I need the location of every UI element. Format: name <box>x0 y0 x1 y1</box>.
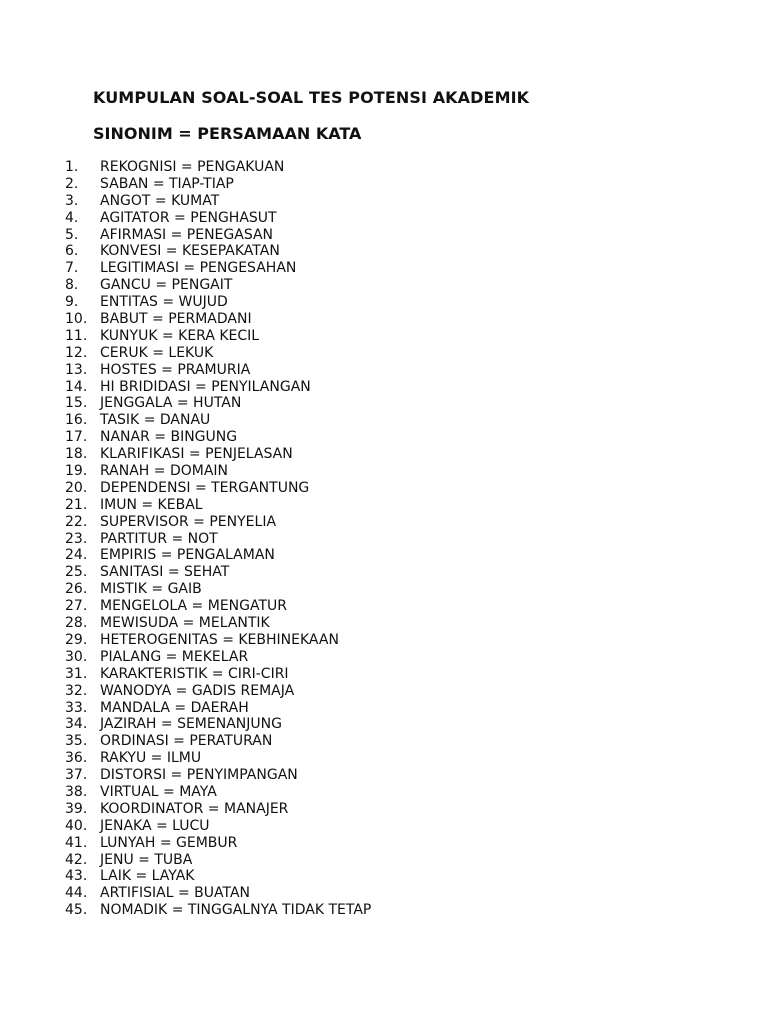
list-item-text: GANCU = PENGAIT <box>100 277 233 294</box>
list-item-text: MENGELOLA = MENGATUR <box>100 598 288 615</box>
list-item-number: 13. <box>65 361 88 378</box>
list-item-text: REKOGNISI = PENGAKUAN <box>100 159 285 175</box>
list-item-text: PARTITUR = NOT <box>100 530 218 547</box>
list-item-number: 41. <box>65 834 88 851</box>
list-item-number: 40. <box>65 817 88 834</box>
list-item-number: 25. <box>65 564 88 581</box>
list-item-text: SUPERVISOR = PENYELIA <box>100 513 277 530</box>
list-item-number: 45. <box>65 902 88 919</box>
list-item-text: CERUK = LEKUK <box>100 344 214 361</box>
list-item-number: 34. <box>65 716 88 733</box>
list-item-text: MEWISUDA = MELANTIK <box>100 615 270 632</box>
list-item-text: KUNYUK = KERA KECIL <box>100 327 260 344</box>
list-item-text: JENAKA = LUCU <box>100 817 210 834</box>
list-item-text: ANGOT = KUMAT <box>100 192 220 209</box>
list-item-text: SANITASI = SEHAT <box>100 564 230 581</box>
list-item-text: LEGITIMASI = PENGESAHAN <box>100 260 297 277</box>
list-item-text: MISTIK = GAIB <box>100 581 202 598</box>
list-item-text: WANODYA = GADIS REMAJA <box>100 682 295 699</box>
list-item-text: SABAN = TIAP-TIAP <box>100 175 234 192</box>
list-item-text: DEPENDENSI = TERGANTUNG <box>100 479 310 496</box>
list-item-text: JAZIRAH = SEMENANJUNG <box>100 716 282 733</box>
list-item-number: 11. <box>65 327 88 344</box>
page-title: KUMPULAN SOAL-SOAL TES POTENSI AKADEMIK <box>93 88 530 107</box>
list-item-number: 27. <box>65 598 88 615</box>
list-item-number: 30. <box>65 648 88 665</box>
list-item-text: NOMADIK = TINGGALNYA TIDAK TETAP <box>100 902 372 919</box>
list-item-number: 7. <box>65 260 79 277</box>
list-item-text: NANAR = BINGUNG <box>100 429 238 446</box>
list-item-text: LAIK = LAYAK <box>100 868 195 885</box>
list-item-text: RANAH = DOMAIN <box>100 463 229 480</box>
list-item-number: 5. <box>65 226 79 243</box>
list-item-number: 29. <box>65 631 88 648</box>
list-item-number: 36. <box>65 750 88 767</box>
list-item-number: 33. <box>65 699 88 716</box>
list-item-text: ARTIFISIAL = BUATAN <box>100 885 251 902</box>
list-item-number: 19. <box>65 463 88 480</box>
list-item-number: 9. <box>65 294 79 311</box>
section-heading: SINONIM = PERSAMAAN KATA <box>93 124 362 143</box>
list-item-number: 24. <box>65 547 88 564</box>
list-item-text: PIALANG = MEKELAR <box>100 648 249 665</box>
list-item-number: 18. <box>65 446 88 463</box>
list-item-number: 20. <box>65 479 88 496</box>
list-item-text: JENU = TUBA <box>100 851 193 868</box>
list-item-text: HOSTES = PRAMURIA <box>100 361 251 378</box>
list-item-number: 26. <box>65 581 88 598</box>
list-item-number: 23. <box>65 530 88 547</box>
list-item-text: KARAKTERISTIK = CIRI-CIRI <box>100 665 289 682</box>
list-item-text: JENGGALA = HUTAN <box>100 395 242 412</box>
list-item-text: TASIK = DANAU <box>100 412 211 429</box>
list-item-number: 39. <box>65 800 88 817</box>
list-item-number: 21. <box>65 496 88 513</box>
list-item-number: 15. <box>65 395 88 412</box>
list-item-text: ORDINASI = PERATURAN <box>100 733 273 750</box>
list-item-number: 6. <box>65 243 79 260</box>
list-item-text: KONVESI = KESEPAKATAN <box>100 243 280 260</box>
list-item-number: 3. <box>65 192 79 209</box>
list-item-number: 17. <box>65 429 88 446</box>
list-item-text: EMPIRIS = PENGALAMAN <box>100 547 275 564</box>
list-item-text: KLARIFIKASI = PENJELASAN <box>100 446 293 463</box>
list-item-text: RAKYU = ILMU <box>100 750 202 767</box>
list-item-number: 31. <box>65 665 88 682</box>
list-item-number: 14. <box>65 378 88 395</box>
list-item-text: ENTITAS = WUJUD <box>100 294 228 311</box>
list-item-number: 12. <box>65 344 88 361</box>
list-item-number: 38. <box>65 783 88 800</box>
list-item-number: 1. <box>65 159 79 175</box>
list-item-text: HETEROGENITAS = KEBHINEKAAN <box>100 631 339 648</box>
list-item-text: LUNYAH = GEMBUR <box>100 834 238 851</box>
list-item-text: HI BRIDIDASI = PENYILANGAN <box>100 378 311 395</box>
list-item-text: DISTORSI = PENYIMPANGAN <box>100 767 298 784</box>
list-item-number: 35. <box>65 733 88 750</box>
list-item-text: KOORDINATOR = MANAJER <box>100 800 289 817</box>
list-item-text: AFIRMASI = PENEGASAN <box>100 226 274 243</box>
list-item-number: 2. <box>65 175 79 192</box>
list-item-text: VIRTUAL = MAYA <box>100 783 217 800</box>
list-item-number: 16. <box>65 412 88 429</box>
list-item-number: 32. <box>65 682 88 699</box>
list-item-text: IMUN = KEBAL <box>100 496 203 513</box>
list-item-number: 22. <box>65 513 88 530</box>
list-item-number: 8. <box>65 277 79 294</box>
list-item-number: 42. <box>65 851 88 868</box>
list-item-text: MANDALA = DAERAH <box>100 699 249 716</box>
list-item-text: BABUT = PERMADANI <box>100 311 252 328</box>
list-item-number: 44. <box>65 885 88 902</box>
list-item-number: 28. <box>65 615 88 632</box>
list-item-number: 43. <box>65 868 88 885</box>
list-item-number: 37. <box>65 767 88 784</box>
list-item-number: 4. <box>65 209 79 226</box>
list-item-number: 10. <box>65 311 88 328</box>
list-item-text: AGITATOR = PENGHASUT <box>100 209 277 226</box>
